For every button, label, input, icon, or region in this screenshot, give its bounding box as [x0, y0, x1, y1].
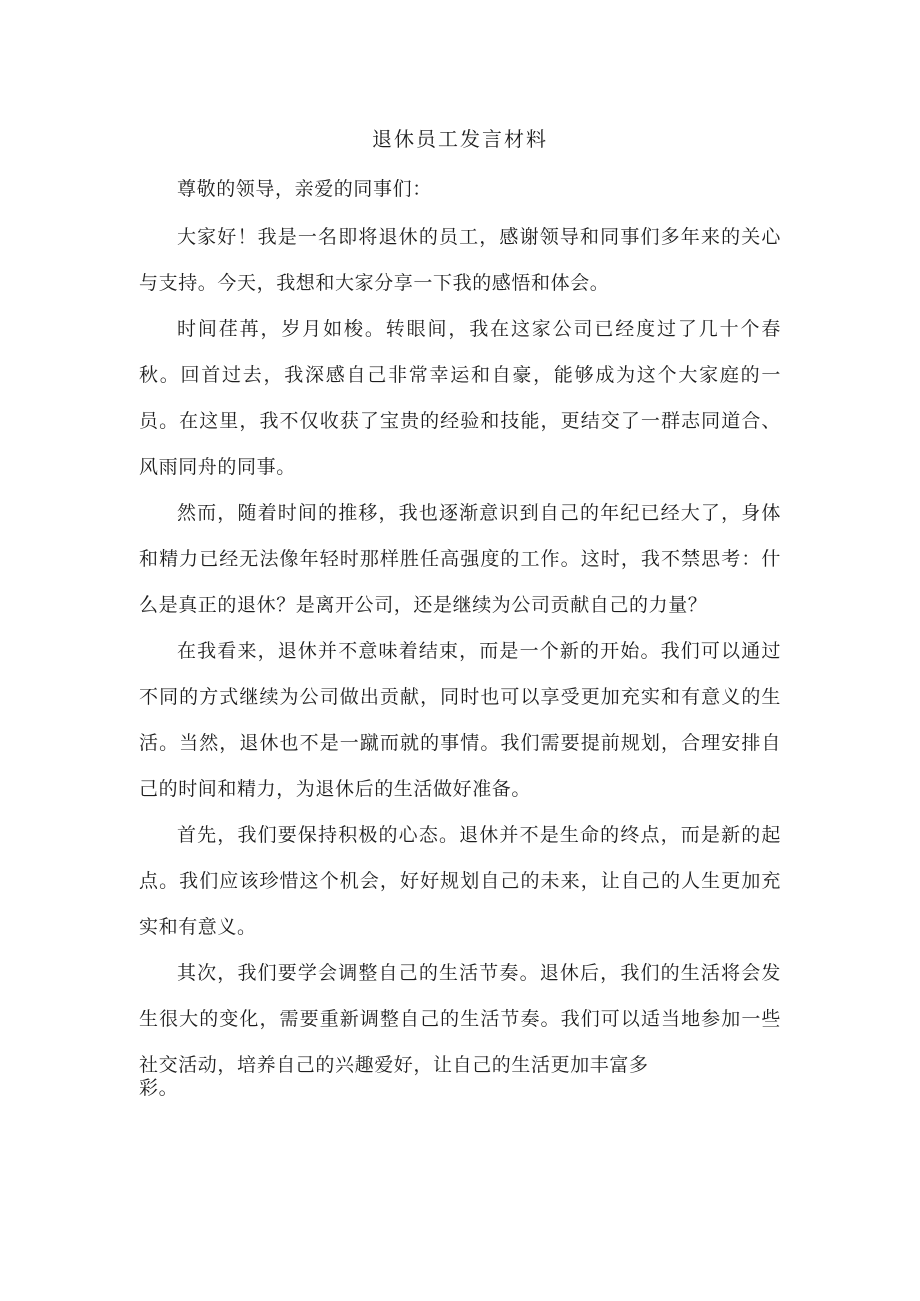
paragraph-2: 时间荏苒，岁月如梭。转眼间，我在这家公司已经度过了几十个春秋。回首过去，我深感自己非常幸运和自豪，能够成为这个大家庭的一员。在这里，我不仅收获了宝贵的经验和技能，更结交了一群志同道合、风雨同舟的同事。: [139, 318, 781, 478]
greeting-paragraph: 尊敬的领导，亲爱的同事们：: [177, 178, 432, 200]
paragraph-5: 首先，我们要保持积极的心态。退休并不是生命的终点，而是新的起点。我们应该珍惜这个机会，好好规划自己的未来，让自己的人生更加充实和有意义。: [139, 824, 781, 938]
paragraph-6: 其次，我们要学会调整自己的生活节奏。退休后，我们的生活将会发生很大的变化，需要重新调整自己的生活节奏。我们可以适当地参加一些社交活动，培养自己的兴趣爱好，让自己的生活更加丰富多: [139, 962, 781, 1076]
paragraph-1: 大家好！我是一名即将退休的员工，感谢领导和同事们多年来的关心与支持。今天，我想和大家分享一下我的感悟和体会。: [139, 226, 781, 294]
document-body: [139, 166, 781, 1098]
document-title: 退休员工发言材料: [372, 127, 548, 151]
paragraph-3: 然而，随着时间的推移，我也逐渐意识到自己的年纪已经大了，身体和精力已经无法像年轻时那样胜任高强度的工作。这时，我不禁思考：什么是真正的退休？是离开公司，还是继续为公司贡献自己的力量？: [139, 502, 781, 616]
paragraph-4: 在我看来，退休并不意味着结束，而是一个新的开始。我们可以通过不同的方式继续为公司做出贡献，同时也可以享受更加充实和有意义的生活。当然，退休也不是一蹴而就的事情。我们需要提前规划，合理安排自己的时间和精力，为退休后的生活做好准备。: [139, 640, 781, 800]
paragraph-6-trailing-text: 彩。: [139, 1077, 179, 1099]
